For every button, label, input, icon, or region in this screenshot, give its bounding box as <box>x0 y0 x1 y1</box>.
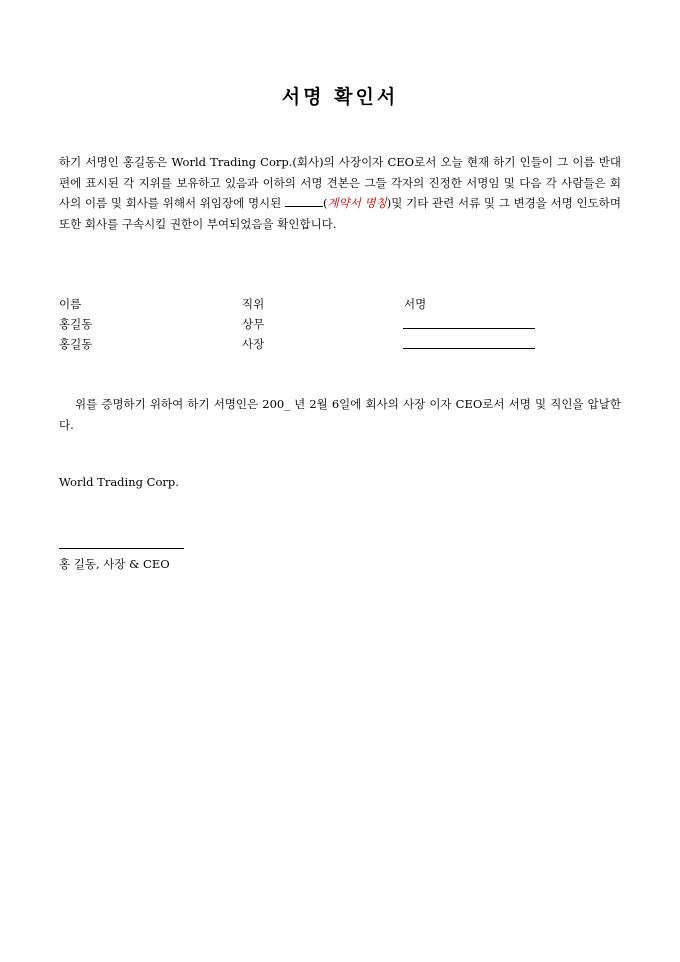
row-name: 홍길동 <box>59 317 93 331</box>
blank-underline <box>285 196 323 207</box>
attestation-paragraph: 위를 증명하기 위하여 하기 서명인은 200_ 년 2월 6일에 회사의 사장 이자 CEO로서 서명 및 직인을 압날한다. <box>59 397 621 432</box>
open-paren: ( <box>323 196 328 210</box>
signature-line <box>403 328 535 329</box>
confirmation-paragraph <box>59 152 621 234</box>
contract-name-placeholder: 계약서 명칭 <box>327 196 387 210</box>
header-name: 이름 <box>59 297 82 311</box>
row-position: 사장 <box>242 337 265 351</box>
table-row <box>59 316 621 336</box>
table-row <box>59 336 621 356</box>
document-title: 서명 확인서 <box>281 86 399 108</box>
row-name: 홍길동 <box>59 337 93 351</box>
signature-line <box>403 348 535 349</box>
signer-name-title: 홍 길동, 사장 & CEO <box>59 557 170 571</box>
header-signature: 서명 <box>404 297 427 311</box>
header-position: 직위 <box>242 297 265 311</box>
signer-signature-line <box>59 548 184 549</box>
paragraph-text-before-blank: 하기 서명인 홍길동은 World Trading Corp.(회사)의 사장이자 CEO로서 오늘 현재 하기 인들이 그 이름 반대편에 표시된 각 지위를 보유하고 있음과 이하의 서명 견본은 그들 각자의 진정한 서명임 및 다음 각 사람들은 회사의 이름 및 회사를 위해서 위임장에 명시된 <box>59 155 621 210</box>
paragraph-text-after-placeholder: )및 기타 관련 서류 및 그 변경을 서명 인도하며 또한 회사를 구속시킬 권한이 부여되었음을 확인합니다. <box>59 196 621 231</box>
table-header-row <box>59 296 621 316</box>
company-name: World Trading Corp. <box>59 475 179 489</box>
row-position: 상무 <box>242 317 265 331</box>
